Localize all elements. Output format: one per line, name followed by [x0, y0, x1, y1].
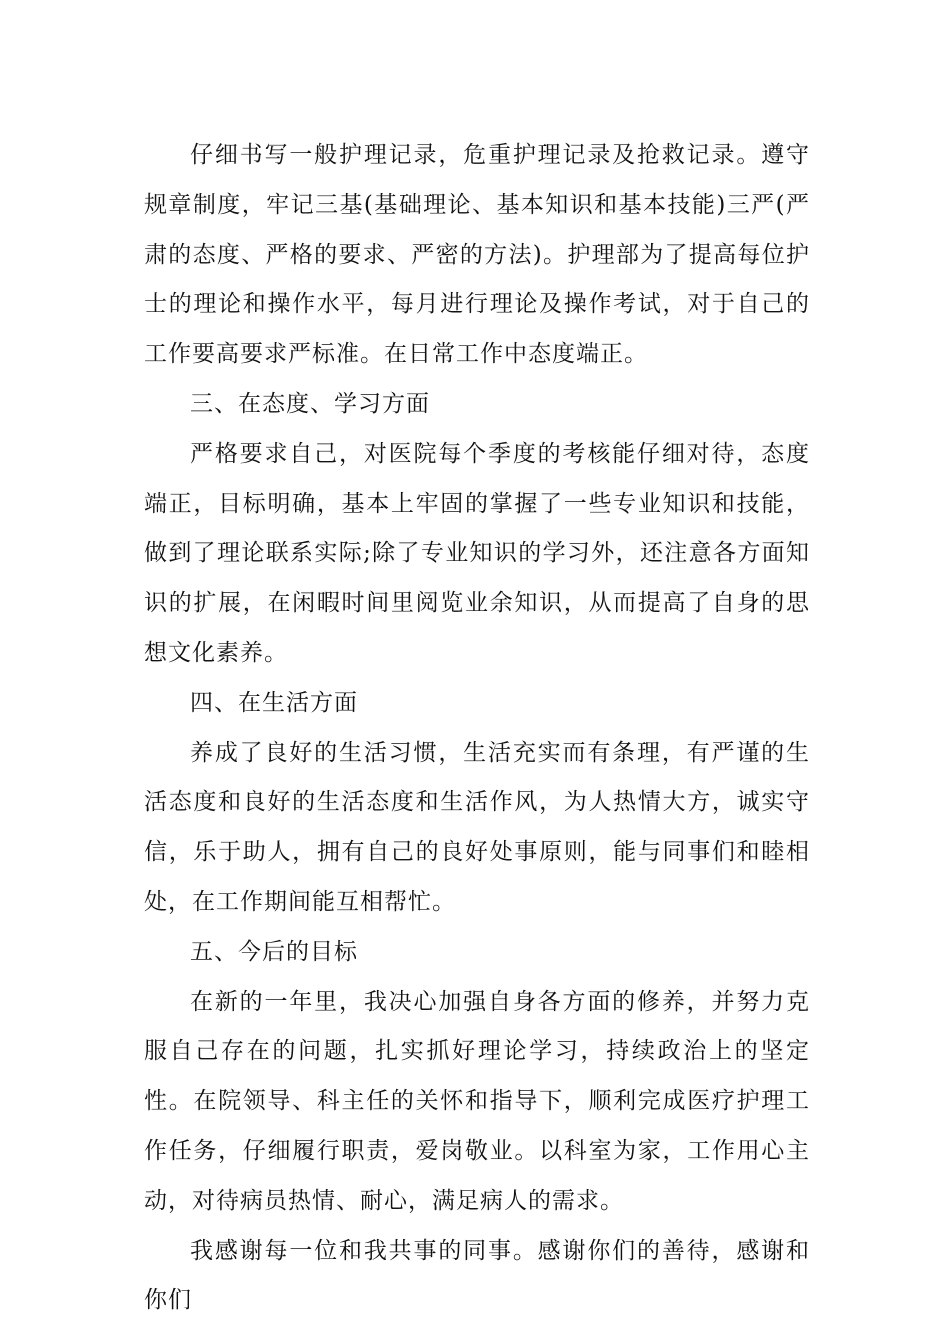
section-heading-life: 四、在生活方面 [190, 689, 358, 716]
document-body [144, 131, 810, 1326]
paragraph-records-and-rules: 仔细书写一般护理记录，危重护理记录及抢救记录。遵守规章制度，牢记三基(基础理论、基本知识和基本技能)三严(严肃的态度、严格的要求、严密的方法)。护理部为了提高每位护士的理论和操作水平，每月进行理论及操作考试，对于自己的工作要高要求严标准。在日常工作中态度端正。 [144, 142, 810, 368]
paragraph-attitude-study: 严格要求自己，对医院每个季度的考核能仔细对待，态度端正，目标明确，基本上牢固的掌握了一些专业知识和技能，做到了理论联系实际;除了专业知识的学习外，还注意各方面知识的扩展，在闲暇时间里阅览业余知识，从而提高了自身的思想文化素养。 [144, 440, 810, 666]
paragraph-life: 养成了良好的生活习惯，生活充实而有条理，有严谨的生活态度和良好的生活态度和生活作风，为人热情大方，诚实守信，乐于助人，拥有自己的良好处事原则，能与同事们和睦相处，在工作期间能互相帮忙。 [144, 739, 810, 915]
section-heading-future-goals: 五、今后的目标 [190, 938, 358, 965]
section-heading-attitude-study: 三、在态度、学习方面 [190, 390, 430, 417]
paragraph-future-goals: 在新的一年里，我决心加强自身各方面的修养，并努力克服自己存在的问题，扎实抓好理论学习，持续政治上的坚定性。在院领导、科主任的关怀和指导下，顺利完成医疗护理工作任务，仔细履行职责，爱岗敬业。以科室为家，工作用心主动，对待病员热情、耐心，满足病人的需求。 [144, 988, 810, 1214]
paragraph-thanks: 我感谢每一位和我共事的同事。感谢你们的善待，感谢和你们 [144, 1237, 810, 1314]
